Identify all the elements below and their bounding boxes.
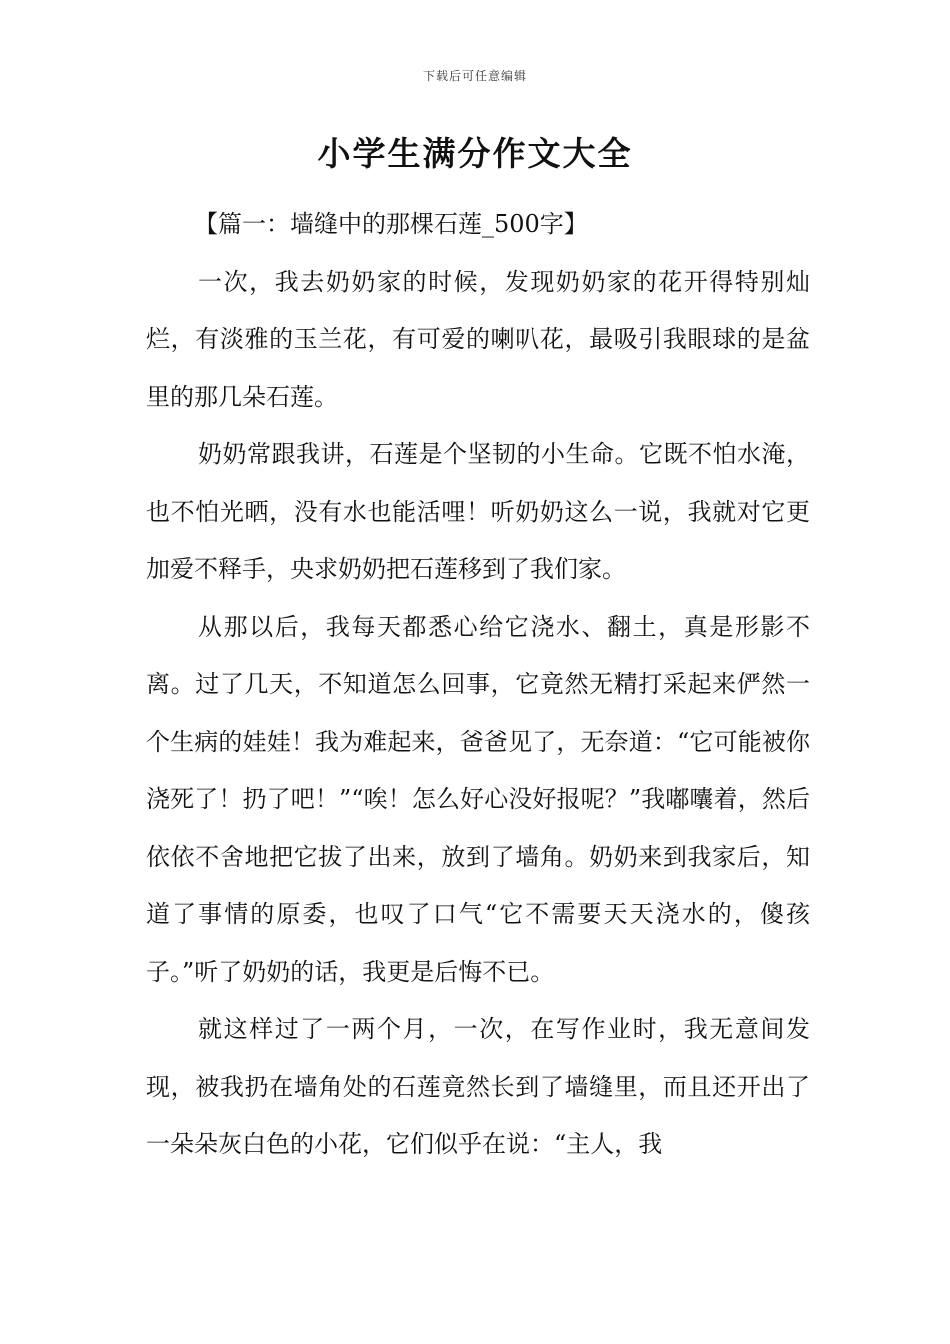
document-title: 小学生满分作文大全 (317, 134, 633, 173)
paragraph-2: 奶奶常跟我讲，石莲是个坚韧的小生命。它既不怕水淹，也不怕光晒，没有水也能活哩！听奶奶这么一说，我就对它更加爱不释手，央求奶奶把石莲移到了我们家。 (146, 440, 810, 583)
paragraph-1: 一次，我去奶奶家的时候，发现奶奶家的花开得特别灿烂，有淡雅的玉兰花，有可爱的喇叭花，最吸引我眼球的是盆里的那几朵石莲。 (146, 267, 810, 411)
section-heading: 【篇一：墙缝中的那棵石莲_500字】 (194, 210, 588, 238)
paragraph-4: 就这样过了一两个月，一次，在写作业时，我无意间发现，被我扔在墙角处的石莲竟然长到了墙缝里，而且还开出了一朵朵灰白色的小花，它们似乎在说：“主人，我 (146, 1015, 810, 1158)
paragraph-3: 从那以后，我每天都悉心给它浇水、翻土，真是形影不离。过了几天，不知道怎么回事，它竟然无精打采起来俨然一个生病的娃娃！我为难起来，爸爸见了，无奈道：“它可能被你浇死了！扔了吧！”“唉！怎么好心没好报呢？”我嘟囔着，然后依依不舍地把它拔了出来，放到了墙角。奶奶来到我家后，知道了事情的原委，也叹了口气“它不需要天天浇水的，傻孩子。”听了奶奶的话，我更是后悔不已。 (146, 612, 810, 986)
document-body (146, 196, 810, 1174)
header-note: 下载后可任意编辑 (422, 69, 527, 83)
